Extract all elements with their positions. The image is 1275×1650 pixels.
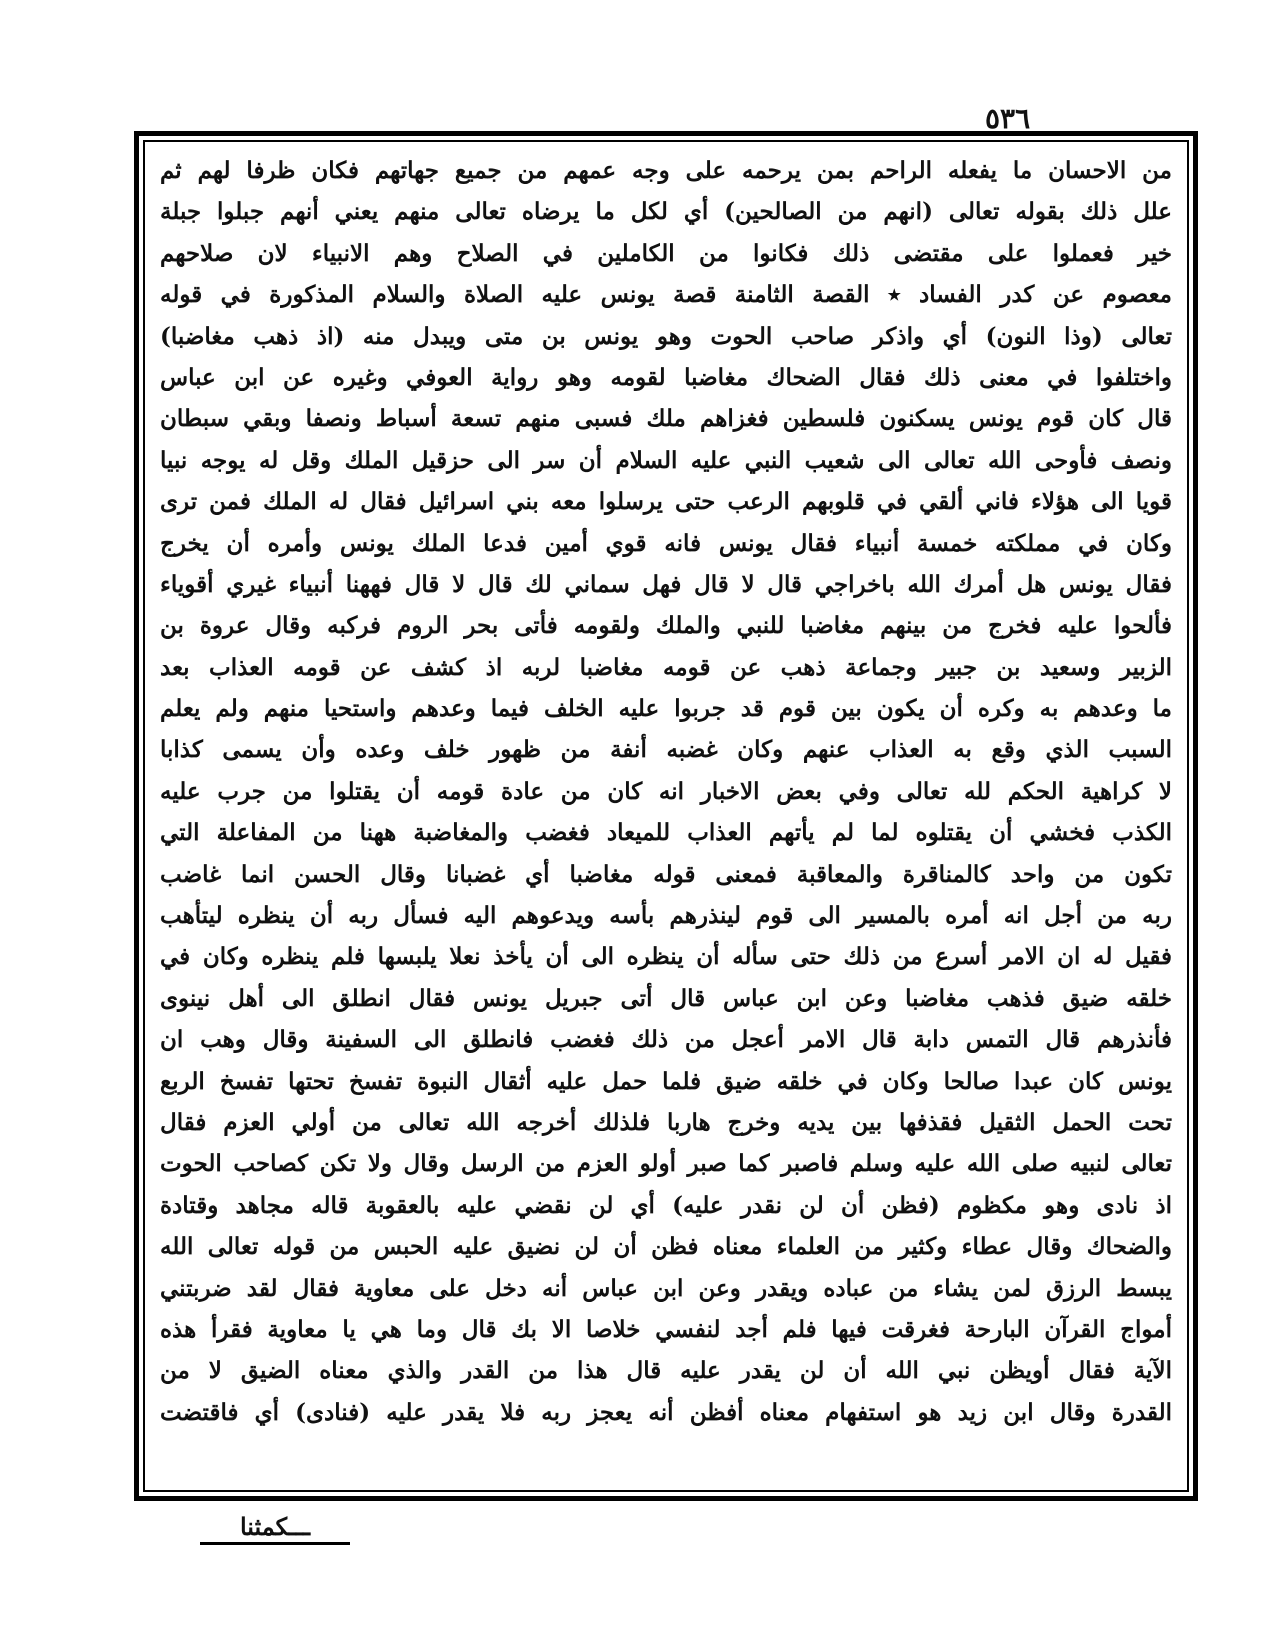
- text-line: معصوم عن كدر الفساد ٭ القصة الثامنة قصة يونس عليه الصلاة والسلام المذكورة في قوله: [160, 281, 1172, 309]
- text-line: فألحوا عليه فخرج من بينهم مغاضبا للنبي والملك ولقومه فأتى بحر الروم فركبه وقال عروة بن: [160, 612, 1172, 640]
- page-number: ٥٣٦: [985, 102, 1031, 135]
- text-line: يبسط الرزق لمن يشاء من عباده ويقدر وعن ابن عباس أنه دخل على معاوية فقال لقد ضربتني: [160, 1274, 1172, 1302]
- text-line: أمواج القرآن البارحة فغرقت فيها فلم أجد لنفسي خلاصا الا بك قال وما هي يا معاوية فقرأ هذه: [160, 1315, 1172, 1343]
- text-line: فأنذرهم قال التمس دابة قال الامر أعجل من ذلك فغضب فانطلق الى السفينة وقال وهب ان: [160, 1026, 1172, 1054]
- text-line: القدرة وقال ابن زيد هو استفهام معناه أفظن أنه يعجز ربه فلا يقدر عليه (فنادى) أي فاقتضت: [160, 1398, 1172, 1426]
- text-line: علل ذلك بقوله تعالى (انهم من الصالحين) أي لكل ما يرضاه تعالى منهم يعني أنهم جبلوا جبلة: [160, 198, 1172, 226]
- text-line: الآية فقال أويظن نبي الله أن لن يقدر عليه قال هذا من القدر والذي معناه الضيق لا من: [160, 1357, 1172, 1385]
- text-line: من الاحسان ما يفعله الراحم بمن يرحمه على وجه عمهم من جميع جهاتهم فكان ظرفا لهم ثم: [160, 157, 1172, 184]
- text-line: تعالى لنبيه صلى الله عليه وسلم فاصبر كما صبر أولو العزم من الرسل وقال ولا تكن كصاحب الحوت: [160, 1150, 1172, 1178]
- text-line: اذ نادى وهو مكظوم (فظن أن لن نقدر عليه) أي لن نقضي عليه بالعقوبة قاله مجاهد وقتادة: [160, 1191, 1172, 1219]
- text-line: تكون من واحد كالمناقرة والمعاقبة فمعنى قوله مغاضبا أي غضبانا وقال الحسن انما غاضب: [160, 860, 1172, 888]
- text-line: قويا الى هؤلاء فاني ألقي في قلوبهم الرعب حتى يرسلوا معه بني اسرائيل فقال له الملك فمن ترى: [160, 488, 1172, 516]
- catchword: ـــكمثنا: [200, 1512, 350, 1545]
- text-line: لا كراهية الحكم لله تعالى وفي بعض الاخبار انه كان من عادة قومه أن يقتلوا من جرب عليه: [160, 777, 1172, 805]
- text-line: والضحاك وقال عطاء وكثير من العلماء معناه فظن أن لن نضيق عليه الحبس من قوله تعالى الله: [160, 1233, 1172, 1261]
- text-line: فقال يونس هل أمرك الله باخراجي قال لا قال فهل سماني لك قال لا قال فههنا أنبياء غيري أقوياء: [160, 570, 1172, 598]
- text-line: خير فعملوا على مقتضى ذلك فكانوا من الكاملين في الصلاح وهم الانبياء لان صلاحهم: [160, 239, 1172, 267]
- text-line: تحت الحمل الثقيل فقذفها بين يديه وخرج هاربا فلذلك أخرجه الله تعالى من أولي العزم فقال: [160, 1108, 1172, 1136]
- text-line: يونس كان عبدا صالحا وكان في خلقه ضيق فلما حمل عليه أثقال النبوة تفسخ تحتها تفسخ الربع: [160, 1067, 1172, 1095]
- text-line: قال كان قوم يونس يسكنون فلسطين فغزاهم ملك فسبى منهم تسعة أسباط ونصفا وبقي سبطان: [160, 405, 1172, 433]
- text-line: تعالى (وذا النون) أي واذكر صاحب الحوت وهو يونس بن متى ويبدل منه (اذ ذهب مغاضبا): [160, 322, 1172, 350]
- text-line: ربه من أجل انه أمره بالمسير الى قوم لينذرهم بأسه ويدعوهم اليه فسأل ربه أن ينظره ليتأهب: [160, 902, 1172, 930]
- text-line: فقيل له ان الامر أسرع من ذلك حتى سأله أن ينظره الى أن يأخذ نعلا يلبسها فلم ينظره وكان في: [160, 943, 1172, 971]
- text-line: ونصف فأوحى الله تعالى الى شعيب النبي عليه السلام أن سر الى حزقيل الملك وقل له يوجه نبيا: [160, 446, 1172, 474]
- text-line: خلقه ضيق فذهب مغاضبا وعن ابن عباس قال أتى جبريل يونس فقال انطلق الى أهل نينوى: [160, 984, 1172, 1012]
- text-line: ما وعدهم به وكره أن يكون بين قوم قد جربوا عليه الخلف فيما وعدهم واستحيا منهم ولم يعلم: [160, 695, 1172, 723]
- text-line: الكذب فخشي أن يقتلوه لما لم يأتهم العذاب للميعاد فغضب والمغاضبة ههنا من المفاعلة التي: [160, 819, 1172, 847]
- text-line: الزبير وسعيد بن جبير وجماعة ذهب عن قومه مغاضبا لربه اذ كشف عن قومه العذاب بعد: [160, 653, 1172, 681]
- text-line: السبب الذي وقع به العذاب عنهم وكان غضبه أنفة من ظهور خلف وعده وأن يسمى كذابا: [160, 736, 1172, 764]
- text-line: وكان في مملكته خمسة أنبياء فقال يونس فانه قوي أمين فدعا الملك يونس وأمره أن يخرج: [160, 529, 1172, 557]
- text-line: واختلفوا في معنى ذلك فقال الضحاك مغاضبا لقومه وهو رواية العوفي وغيره عن ابن عباس: [160, 363, 1172, 391]
- manuscript-text-block: [160, 150, 1172, 1490]
